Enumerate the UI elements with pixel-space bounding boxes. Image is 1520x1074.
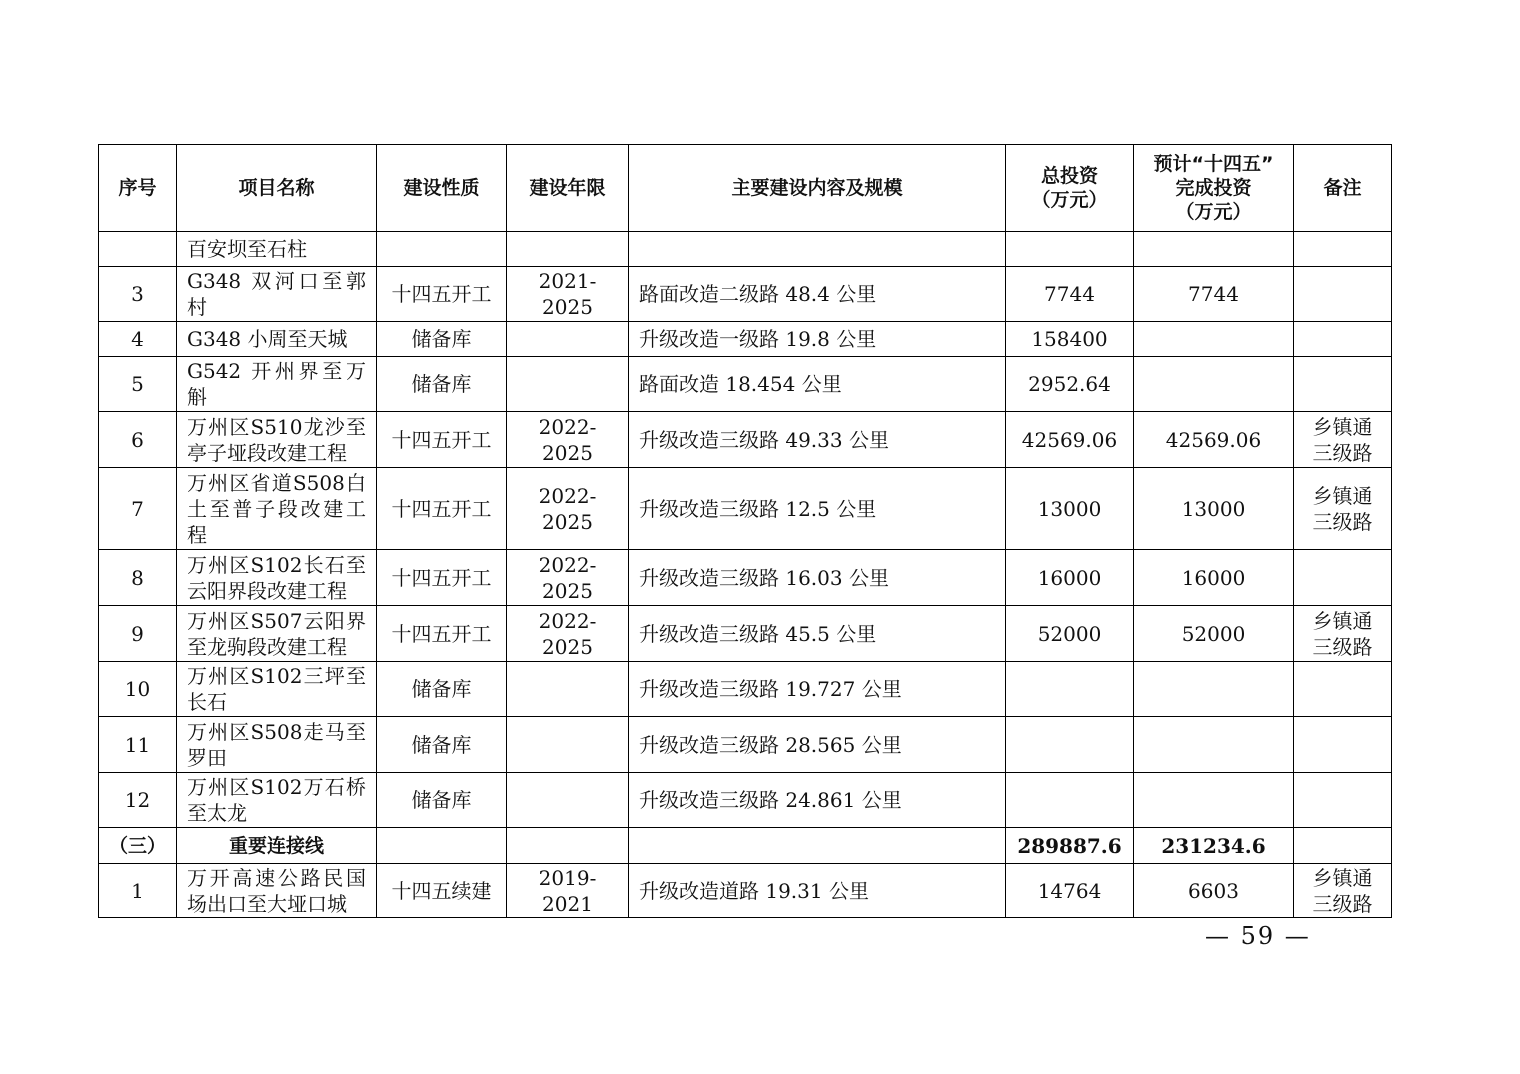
cell-note [1294,550,1392,606]
cell-plan: 6603 [1134,864,1294,918]
cell-period: 2022-2025 [507,606,629,662]
section-total: 289887.6 [1006,828,1134,864]
cell-period [507,232,629,267]
cell-period [507,773,629,828]
section-period [507,828,629,864]
cell-content: 升级改造三级路 45.5 公里 [629,606,1006,662]
cell-total: 2952.64 [1006,357,1134,412]
header-row [99,145,1392,232]
cell-total [1006,662,1134,717]
header-period: 建设年限 [507,145,629,232]
header-total [1006,145,1134,232]
cell-note: 乡镇通三级路 [1294,412,1392,468]
cell-period [507,322,629,357]
cell-period [507,662,629,717]
cell-name: G542 开州界至万斛 [177,357,377,412]
cell-nature: 储备库 [377,357,507,412]
cell-name: G348 双河口至郭村 [177,267,377,322]
cell-name: 万州区S102三坪至长石 [177,662,377,717]
cell-content: 升级改造三级路 24.861 公里 [629,773,1006,828]
cell-plan [1134,717,1294,773]
header-content: 主要建设内容及规模 [629,145,1006,232]
cell-name: 万州区S508走马至罗田 [177,717,377,773]
cell-nature: 储备库 [377,717,507,773]
cell-plan [1134,773,1294,828]
cell-nature: 十四五续建 [377,864,507,918]
cell-nature: 十四五开工 [377,468,507,550]
cell-plan: 42569.06 [1134,412,1294,468]
cell-seq: 7 [99,468,177,550]
page-number: — 59 — [1205,922,1311,950]
header-plan-line1: 预计“十四五” [1153,153,1274,175]
cell-total: 158400 [1006,322,1134,357]
cell-note [1294,717,1392,773]
header-total-line1: 总投资 [1040,165,1098,187]
cell-content: 升级改造三级路 19.727 公里 [629,662,1006,717]
cell-total [1006,232,1134,267]
cell-name: 百安坝至石柱 [177,232,377,267]
table-row [99,232,1392,267]
section-content [629,828,1006,864]
cell-nature: 十四五开工 [377,267,507,322]
header-total-line2: （万元） [1031,189,1108,211]
table-row [99,468,1392,550]
cell-note [1294,232,1392,267]
cell-note: 乡镇通三级路 [1294,606,1392,662]
cell-seq: 10 [99,662,177,717]
cell-total [1006,717,1134,773]
cell-plan [1134,232,1294,267]
cell-seq: 9 [99,606,177,662]
cell-content: 升级改造一级路 19.8 公里 [629,322,1006,357]
cell-name: 万州区省道S508白土至普子段改建工程 [177,468,377,550]
cell-name: 万州区S510龙沙至亭子垭段改建工程 [177,412,377,468]
cell-plan [1134,322,1294,357]
cell-seq: 12 [99,773,177,828]
cell-note: 乡镇通三级路 [1294,468,1392,550]
cell-content [629,232,1006,267]
section-seq: （三） [99,828,177,864]
cell-period: 2022-2025 [507,468,629,550]
cell-period: 2019-2021 [507,864,629,918]
header-plan-line3: （万元） [1175,201,1252,223]
cell-note [1294,267,1392,322]
cell-nature: 十四五开工 [377,550,507,606]
cell-total [1006,773,1134,828]
header-plan [1134,145,1294,232]
cell-seq: 5 [99,357,177,412]
project-table [98,144,1392,918]
cell-period: 2022-2025 [507,412,629,468]
cell-nature: 十四五开工 [377,412,507,468]
cell-plan [1134,357,1294,412]
cell-nature: 十四五开工 [377,606,507,662]
cell-seq: 6 [99,412,177,468]
table-row [99,267,1392,322]
cell-nature: 储备库 [377,322,507,357]
header-note: 备注 [1294,145,1392,232]
cell-nature: 储备库 [377,773,507,828]
table-row [99,773,1392,828]
table-row [99,322,1392,357]
cell-content: 升级改造三级路 16.03 公里 [629,550,1006,606]
cell-name: 万州区S102长石至云阳界段改建工程 [177,550,377,606]
cell-nature: 储备库 [377,662,507,717]
cell-note [1294,662,1392,717]
cell-name: 万开高速公路民国场出口至大垭口城 [177,864,377,918]
cell-plan: 13000 [1134,468,1294,550]
cell-total: 13000 [1006,468,1134,550]
section-name: 重要连接线 [177,828,377,864]
cell-total: 52000 [1006,606,1134,662]
section-row [99,828,1392,864]
header-plan-line2: 完成投资 [1175,177,1252,199]
cell-name: G348 小周至天城 [177,322,377,357]
cell-name: 万州区S102万石桥至太龙 [177,773,377,828]
cell-seq: 8 [99,550,177,606]
cell-content: 升级改造三级路 12.5 公里 [629,468,1006,550]
cell-total: 42569.06 [1006,412,1134,468]
table-row [99,412,1392,468]
cell-period: 2021-2025 [507,267,629,322]
table-row [99,717,1392,773]
cell-total: 7744 [1006,267,1134,322]
cell-content: 升级改造三级路 49.33 公里 [629,412,1006,468]
cell-note [1294,322,1392,357]
cell-seq: 4 [99,322,177,357]
cell-content: 升级改造三级路 28.565 公里 [629,717,1006,773]
cell-content: 路面改造 18.454 公里 [629,357,1006,412]
cell-content: 升级改造道路 19.31 公里 [629,864,1006,918]
table-row [99,550,1392,606]
cell-total: 14764 [1006,864,1134,918]
cell-plan: 16000 [1134,550,1294,606]
cell-seq: 3 [99,267,177,322]
header-nature: 建设性质 [377,145,507,232]
cell-note: 乡镇通三级路 [1294,864,1392,918]
table-row [99,662,1392,717]
cell-plan: 52000 [1134,606,1294,662]
cell-seq: 1 [99,864,177,918]
table-row [99,606,1392,662]
cell-content: 路面改造二级路 48.4 公里 [629,267,1006,322]
cell-period: 2022-2025 [507,550,629,606]
cell-nature [377,232,507,267]
cell-period [507,717,629,773]
cell-note [1294,773,1392,828]
table-row [99,357,1392,412]
cell-period [507,357,629,412]
cell-name: 万州区S507云阳界至龙驹段改建工程 [177,606,377,662]
cell-total: 16000 [1006,550,1134,606]
cell-plan: 7744 [1134,267,1294,322]
header-seq: 序号 [99,145,177,232]
cell-note [1294,357,1392,412]
section-nature [377,828,507,864]
cell-plan [1134,662,1294,717]
table-row [99,864,1392,918]
header-name: 项目名称 [177,145,377,232]
cell-seq: 11 [99,717,177,773]
section-plan: 231234.6 [1134,828,1294,864]
cell-seq [99,232,177,267]
section-note [1294,828,1392,864]
